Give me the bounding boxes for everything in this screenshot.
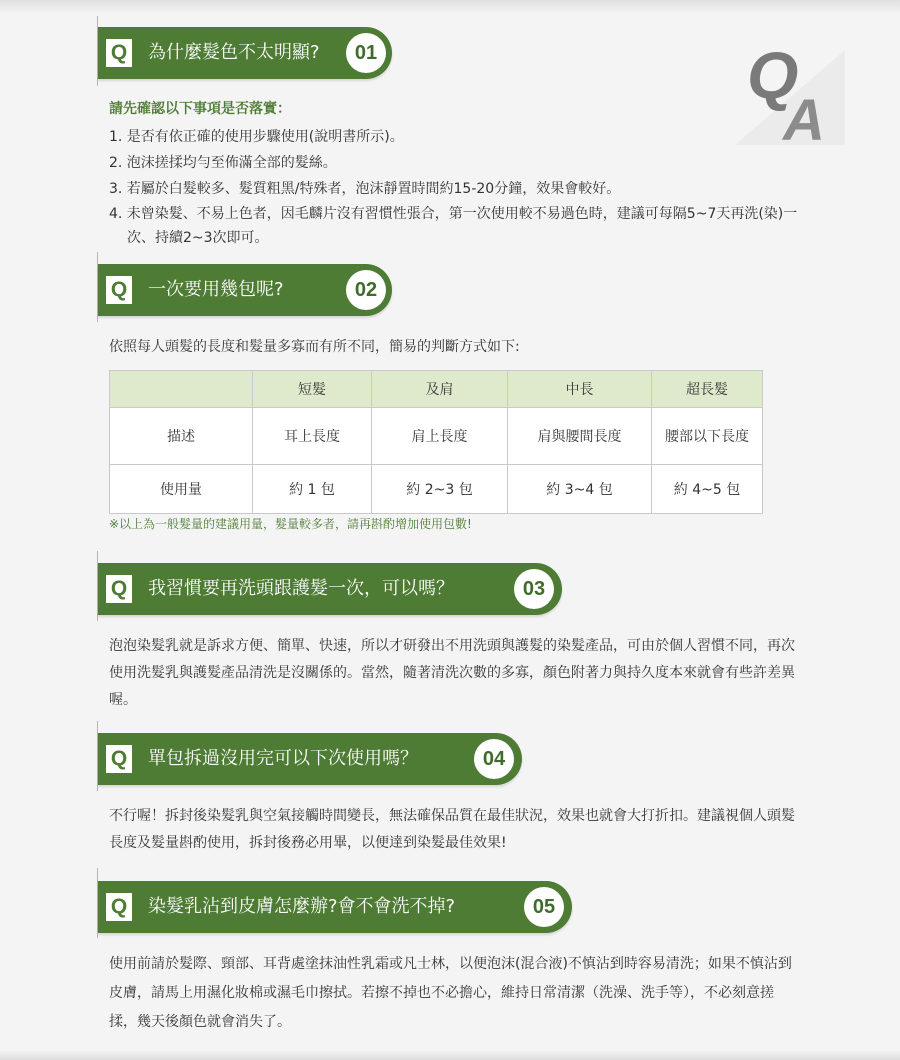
answer-text: 使用前請於髮際、頸部、耳背處塗抹油性乳霜或凡士林，以便泡沫(混合液)不慎沾到時容易清洗；如果不慎沾到皮膚，請馬上用濕化妝棉或濕毛巾擦拭。若擦不掉也不必擔心，維持日常清潔（洗澡、洗手等），不必刻意搓揉，幾天後顏色就會消失了。	[109, 956, 792, 1030]
question-text: 單包拆過沒用完可以下次使用嗎？	[148, 748, 418, 769]
table-row	[110, 408, 763, 465]
question-number: 05	[524, 887, 564, 927]
question-number: 04	[474, 739, 514, 779]
answer-3	[109, 633, 799, 714]
table-cell: 約 4~5 包	[652, 465, 763, 514]
table-cell: 耳上長度	[253, 408, 372, 465]
q-mark: Q	[106, 893, 132, 921]
qa-logo-a: A	[783, 88, 825, 145]
question-number: 03	[514, 569, 554, 609]
table-cell: 腰部以下長度	[652, 408, 763, 465]
answer-1	[109, 98, 799, 250]
answer-list	[109, 124, 799, 250]
answer-text: 不行喔！拆封後染髮乳與空氣接觸時間變長，無法確保品質在最佳狀況，效果也就會大打折扣。建議視個人頭髮長度及髮量斟酌使用，拆封後務必用畢，以便達到染髮最佳效果!	[109, 808, 795, 851]
question-text: 為什麼髮色不太明顯?	[148, 42, 320, 63]
table-cell: 肩上長度	[372, 408, 508, 465]
list-item: 4. 未曾染髮、不易上色者，因毛麟片沒有習慣性張合，第一次使用較不易過色時，建議可每隔5~7天再洗(染)一次、持續2~3次即可。	[109, 206, 798, 246]
table-cell: 肩與腰間長度	[508, 408, 652, 465]
table-cell: 約 2~3 包	[372, 465, 508, 514]
q-mark: Q	[106, 276, 132, 304]
table-note: ※以上為一般髮量的建議用量，髮量較多者，請再斟酌增加使用包數!	[109, 517, 472, 531]
answer-5	[109, 950, 799, 1037]
answer-lead: 請先確認以下事項是否落實：	[109, 101, 291, 117]
question-text: 我習慣要再洗頭跟護髮一次，可以嗎？	[148, 578, 454, 599]
question-number: 02	[346, 270, 386, 310]
list-item: 3. 若屬於白髮較多、髮質粗黑/特殊者，泡沫靜置時間約15-20分鐘，效果會較好。	[109, 181, 621, 197]
table-header-cell: 及肩	[372, 371, 508, 408]
dosage-table	[109, 370, 763, 514]
table-cell: 約 3~4 包	[508, 465, 652, 514]
table-header-row	[110, 371, 763, 408]
table-header-cell: 短髮	[253, 371, 372, 408]
table-cell: 描述	[110, 408, 253, 465]
question-text: 一次要用幾包呢?	[148, 279, 284, 300]
question-number: 01	[346, 33, 386, 73]
qa-logo-q: Q	[747, 38, 799, 112]
list-item: 1. 是否有依正確的使用步驟使用(說明書所示)。	[109, 129, 404, 145]
answer-text: 泡泡染髮乳就是訴求方便、簡單、快速，所以才研發出不用洗頭與護髮的染髮產品，可由於個人習慣不同，再次使用洗髮乳與護髮產品清洗是沒關係的。當然，隨著清洗次數的多寡，顏色附著力與持久度本來就會有些許差異喔。	[109, 638, 795, 708]
top-divider	[0, 0, 900, 14]
table-cell: 約 1 包	[253, 465, 372, 514]
table-row	[110, 465, 763, 514]
table-header-cell: 超長髮	[652, 371, 763, 408]
answer-4	[109, 803, 799, 857]
bottom-divider	[0, 1050, 900, 1060]
q-mark: Q	[106, 39, 132, 67]
table-header-cell	[110, 371, 253, 408]
table-header-cell: 中長	[508, 371, 652, 408]
q-mark: Q	[106, 575, 132, 603]
answer-2-intro: 依照每人頭髮的長度和髮量多寡而有所不同，簡易的判斷方式如下:	[109, 339, 520, 355]
question-text: 染髮乳沾到皮膚怎麼辦?會不會洗不掉?	[148, 896, 456, 917]
table-cell: 使用量	[110, 465, 253, 514]
q-mark: Q	[106, 745, 132, 773]
list-item: 2. 泡沫搓揉均勻至佈滿全部的髮絲。	[109, 155, 337, 171]
